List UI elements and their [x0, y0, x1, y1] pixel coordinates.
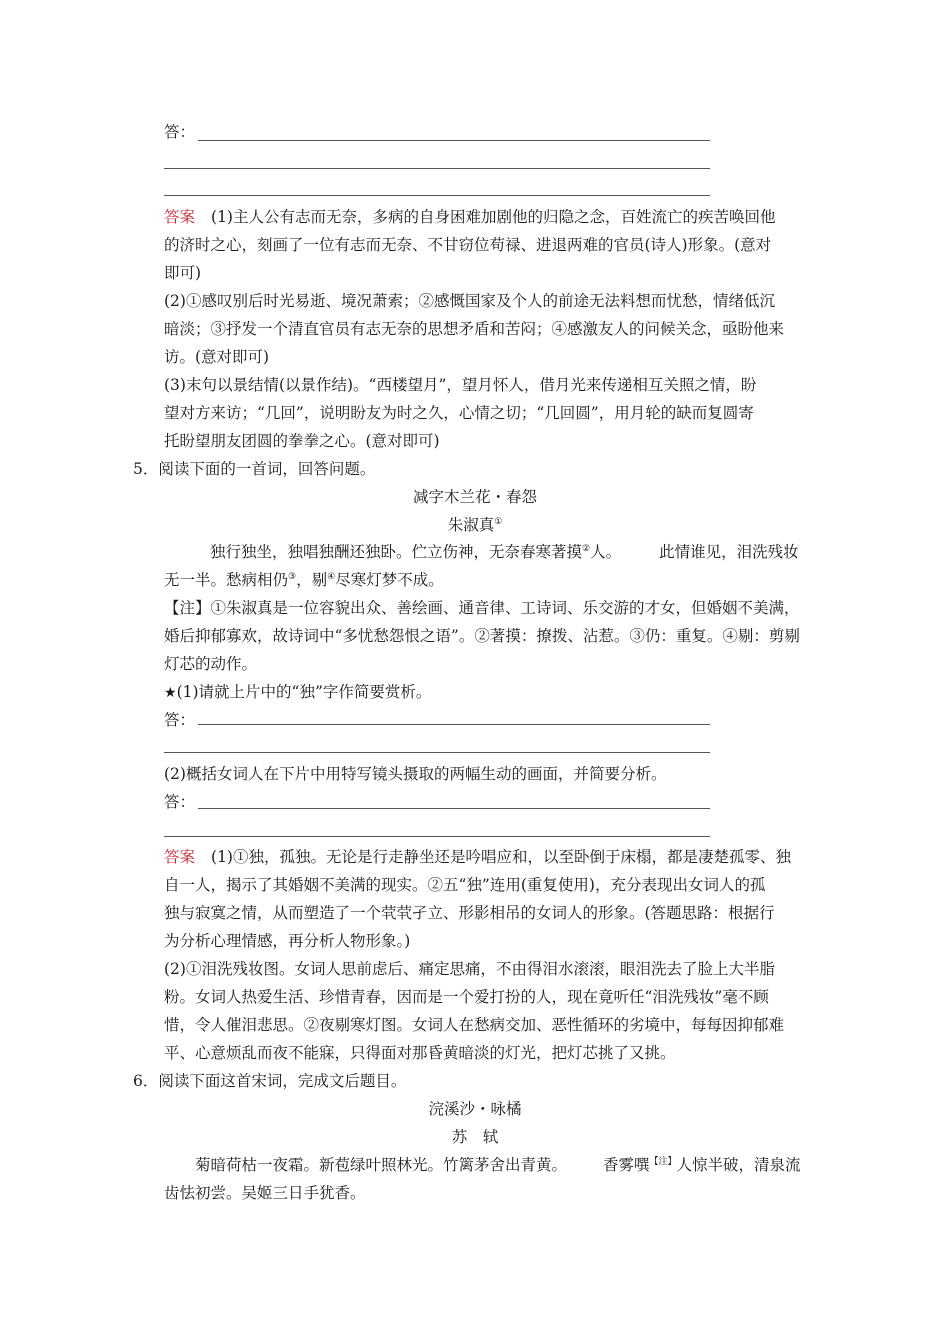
answer-text: 粉。女词人热爱生活、珍惜青春，因而是一个爱打扮的人，现在竟听任“泪洗残妆”毫不顾 [164, 988, 769, 1006]
answer-text: 托盼望朋友团圆的拳拳之心。(意对即可) [164, 432, 440, 450]
poem-line: 菊暗荷枯一夜霜。新苞绿叶照林光。竹篱茅舍出青黄。 香雾噀$^{【注】}$人惊半破，清泉流 [195, 1156, 801, 1174]
answer-text: (2)①泪洗残妆图。女词人思前虑后、痛定思痛，不由得泪水滚滚，眼泪洗去了脸上大半脂 [164, 960, 775, 978]
answer-text: 独与寂寞之情，从而塑造了一个茕茕孑立、形影相吊的女词人的形象。(答题思路：根据行 [164, 904, 775, 922]
answer-label: 答： [164, 711, 196, 729]
answer-key-block [164, 206, 775, 228]
answer-key-label: 答案 [164, 848, 196, 866]
answer-line [164, 195, 710, 196]
poem-author: 苏 轼 [451, 1128, 499, 1146]
poem-title: 浣溪沙・咏橘 [428, 1100, 522, 1118]
answer-line [198, 808, 710, 809]
answer-text: 访。(意对即可) [164, 348, 270, 366]
answer-line [198, 140, 710, 141]
answer-key-block [164, 846, 791, 868]
sub-question: ★(1)请就上片中的“独”字作简要赏析。 [164, 683, 432, 701]
answer-text: 的济时之心，刻画了一位有志而无奈、不甘窃位苟禄、进退两难的官员(诗人)形象。(意对 [164, 236, 772, 254]
answer-label: 答： [164, 793, 196, 811]
poem-note: 灯芯的动作。 [164, 655, 258, 673]
answer-text: 为分析心理情感，再分析人物形象。) [164, 932, 411, 950]
poem-title: 减字木兰花・春怨 [412, 488, 537, 506]
answer-line [164, 752, 710, 753]
poem-line: 独行独坐，独唱独酬还独卧。伫立伤神，无奈春寒著摸②人。 此情谁见，泪洗残妆 [210, 543, 799, 561]
sub-question: (2)概括女词人在下片中用特写镜头摄取的两幅生动的画面，并简要分析。 [164, 765, 667, 783]
answer-text: 望对方来访；“几回”，说明盼友为时之久，心情之切；“几回圆”，用月轮的缺而复圆寄 [164, 404, 754, 422]
answer-text: (2)①感叹别后时光易逝、境况萧索；②感慨国家及个人的前途无法料想而忧愁，情绪低沉 [164, 292, 775, 310]
question-stem: 6．阅读下面这首宋词，完成文后题目。 [133, 1072, 407, 1090]
answer-line [198, 724, 710, 725]
answer-text: 惜，令人催泪悲思。②夜剔寒灯图。女词人在愁病交加、恶性循环的劣境中，每每因抑郁难 [164, 1016, 785, 1034]
answer-line [164, 168, 710, 169]
poem-line: 无一半。愁病相仍③，剔④尽寒灯梦不成。 [164, 571, 444, 589]
answer-text: 自一人，揭示了其婚姻不美满的现实。②五“独”连用(重复使用)，充分表现出女词人的孤 [164, 876, 766, 894]
poem-line: 齿怯初尝。吴姬三日手犹香。 [164, 1184, 366, 1202]
answer-key-label: 答案 [164, 208, 196, 226]
question-stem: 5．阅读下面的一首词，回答问题。 [133, 460, 376, 478]
answer-text: (1)主人公有志而无奈，多病的自身困难加剧他的归隐之念，百姓流亡的疾苦唤回他 [211, 208, 776, 226]
poem-author: 朱淑真① [447, 516, 503, 534]
star-icon: ★ [164, 685, 177, 701]
poem-note: 【注】①朱淑真是一位容貌出众、善绘画、通音律、工诗词、乐交游的才女，但婚姻不美满， [164, 599, 800, 617]
answer-text: 平、心意烦乱而夜不能寐，只得面对那昏黄暗淡的灯光，把灯芯挑了又挑。 [164, 1044, 676, 1062]
answer-label: 答： [164, 123, 196, 141]
answer-text: 暗淡；③抒发一个清直官员有志无奈的思想矛盾和苦闷；④感激友人的问候关念，亟盼他来 [164, 320, 785, 338]
answer-text: (3)末句以景结情(以景作结)。“西楼望月”，望月怀人，借月光来传递相互关照之情，盼 [164, 376, 757, 394]
answer-line [164, 836, 710, 837]
answer-text: (1)①独，孤独。无论是行走静坐还是吟唱应和，以至卧倒于床榻，都是凄楚孤零、独 [211, 848, 791, 866]
poem-note: 婚后抑郁寡欢，故诗词中“多忧愁怨恨之语”。②著摸：撩拨、沾惹。③仍：重复。④剔：剪剔 [164, 627, 800, 645]
answer-text: 即可) [164, 264, 202, 282]
